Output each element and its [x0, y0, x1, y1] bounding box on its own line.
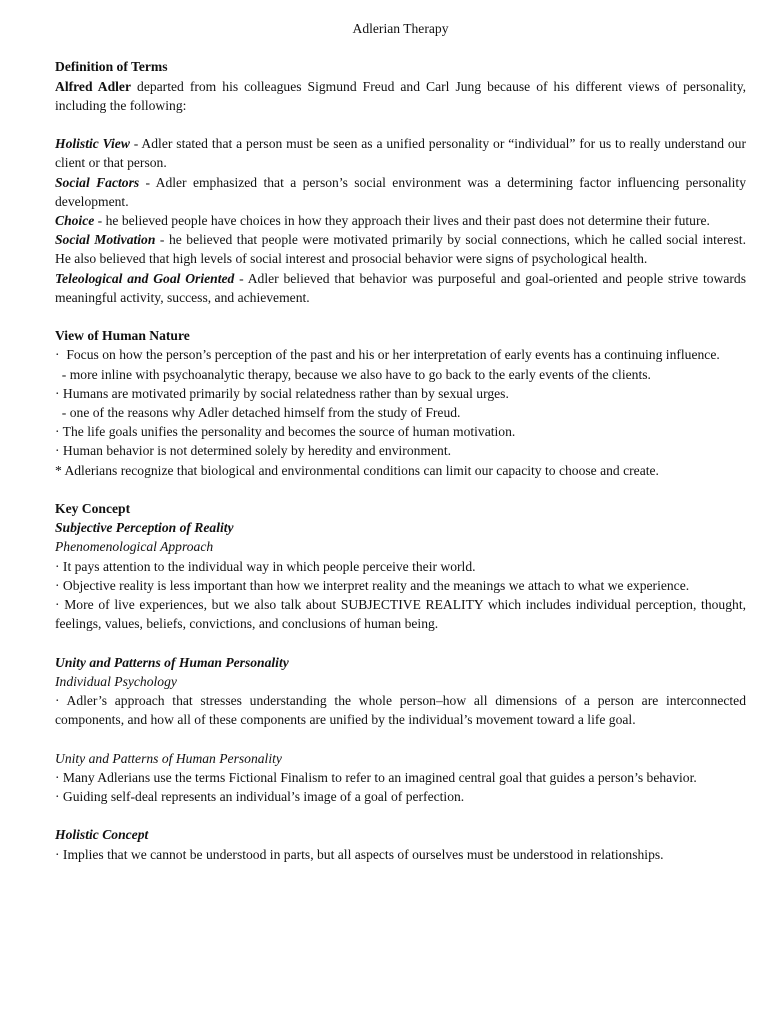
subsection-subtitle: Individual Psychology — [55, 673, 177, 689]
bullet-line: · Objective reality is less important than how we interpret reality and the meanings we attach to what we experience. — [55, 577, 690, 593]
bullet-line: · Many Adlerians use the terms Fictional Finalism to refer to an imagined central goal that guides a person’s behavior. — [55, 769, 697, 785]
document-page — [55, 19, 746, 864]
bullet-line: · Implies that we cannot be understood in parts, but all aspects of ourselves must be understood in relationships. — [55, 846, 664, 862]
human-nature-line: · Human behavior is not determined solely by heredity and environment. — [55, 443, 452, 459]
subsection-title: Holistic Concept — [55, 827, 149, 843]
bullet-line: · More of live experiences, but we also talk about SUBJECTIVE REALITY which includes individual perception, thought, feelings, values, beliefs, convictions, and conclusions of human being. — [55, 597, 746, 632]
human-nature-line: - one of the reasons why Adler detached himself from the study of Freud. — [55, 405, 461, 421]
definition-intro — [55, 77, 746, 115]
bullet-line: · Adler’s approach that stresses understanding the whole person–how all dimensions of a person are interconnected components, and how all of these components are unified by the individual’s movement toward a life goal. — [55, 693, 746, 728]
definition-item — [55, 269, 746, 307]
human-nature-line: · Humans are motivated primarily by social relatedness rather than by sexual urges. — [55, 385, 509, 401]
human-nature-line: · The life goals unifies the personality and becomes the source of human motivation. — [55, 424, 516, 440]
definition-text: - Adler emphasized that a person’s social environment was a determining factor influencing personality development. — [55, 174, 746, 209]
definition-term: Choice — [55, 213, 95, 228]
definition-text: - Adler stated that a person must be seen as a unified personality or “individual” for us to really understand our client or that person. — [55, 136, 746, 171]
definition-term: Social Factors — [55, 174, 140, 190]
spacer — [55, 480, 746, 499]
intro-text: departed from his colleagues Sigmund Freud and Carl Jung because of his different views of personality, including the following: — [55, 78, 747, 113]
spacer — [55, 115, 746, 134]
human-nature-heading: View of Human Nature — [55, 328, 190, 344]
human-nature-line: - more inline with psychoanalytic therapy, because we also have to go back to the early events of the clients. — [55, 366, 651, 382]
bullet-line: · It pays attention to the individual way in which people perceive their world. — [55, 558, 476, 574]
human-nature-line: * Adlerians recognize that biological and environmental conditions can limit our capacity to choose and create. — [55, 462, 659, 478]
spacer — [55, 729, 746, 748]
key-concept-heading: Key Concept — [55, 501, 131, 517]
definition-heading: Definition of Terms — [55, 59, 168, 75]
definition-term: Holistic View — [55, 136, 130, 152]
definition-item — [55, 211, 746, 230]
spacer — [55, 633, 746, 652]
subsection-title: Subjective Perception of Reality — [55, 520, 234, 536]
definition-text: - Adler believed that behavior was purposeful and goal-oriented and people strive towards meaningful activity, success, and achievement. — [55, 270, 747, 305]
definition-item — [55, 173, 746, 211]
document-title: Adlerian Therapy — [352, 21, 449, 36]
definition-item — [55, 230, 746, 268]
bullet-line: · Guiding self-deal represents an individual’s image of a goal of perfection. — [55, 789, 465, 805]
definition-item — [55, 134, 746, 172]
subsection-subtitle: Unity and Patterns of Human Personality — [55, 750, 282, 766]
subsection-subtitle: Phenomenological Approach — [55, 539, 214, 555]
spacer — [55, 307, 746, 326]
spacer — [55, 38, 746, 57]
human-nature-line: · Focus on how the person’s perception of the past and his or her interpretation of early events has a continuing influence. — [55, 347, 720, 363]
subsection-title: Unity and Patterns of Human Personality — [55, 654, 289, 670]
intro-name: Alfred Adler — [55, 78, 131, 94]
definition-text: - he believed people have choices in how they approach their lives and their past does not determine their future. — [94, 213, 710, 228]
definition-term: Teleological and Goal Oriented — [55, 270, 235, 286]
definition-text: - he believed that people were motivated primarily by social connections, which he called social interest. He also believed that high levels of social interest and prosocial behavior were signs of psychological health. — [55, 232, 746, 267]
spacer — [55, 806, 746, 825]
definition-term: Social Motivation — [55, 232, 156, 248]
